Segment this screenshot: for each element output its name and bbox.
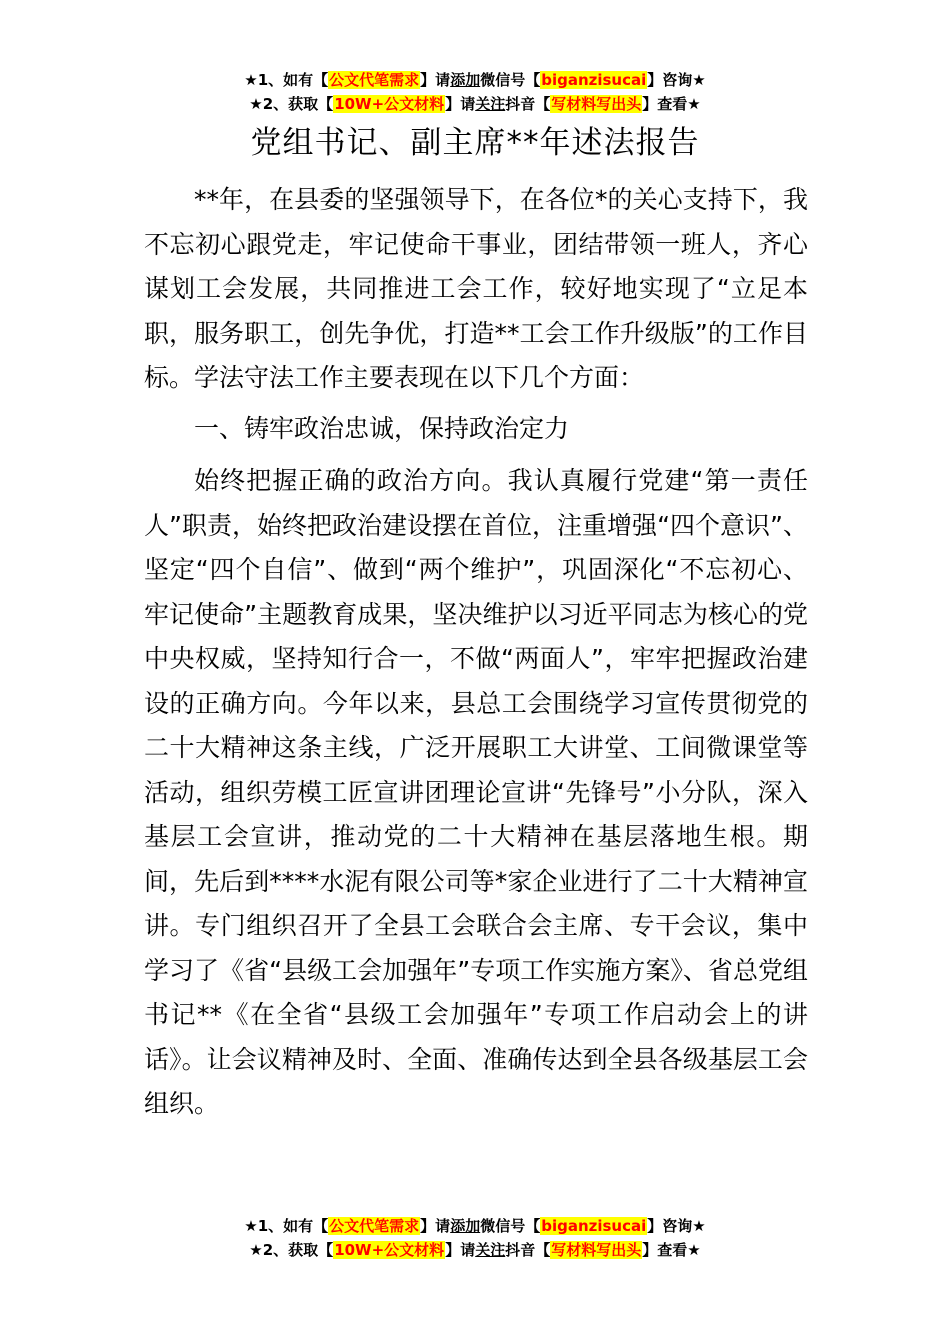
promo-underlined: 关注 xyxy=(475,95,506,113)
document-title: 党组书记、副主席**年述法报告 xyxy=(250,125,700,161)
document-body xyxy=(144,178,808,1127)
promo-text: ★2、获取【 xyxy=(249,95,334,113)
promo-line-2 xyxy=(0,92,950,116)
promo-underlined: 添加 xyxy=(450,1217,481,1235)
promo-text: ★1、如有【 xyxy=(244,71,329,89)
promo-text: 】咨询★ xyxy=(647,71,706,89)
promo-text: ★1、如有【 xyxy=(244,1217,329,1235)
promo-underlined: 添加 xyxy=(450,71,481,89)
promo-text: 】请 xyxy=(420,71,451,89)
promo-wechat-id: biganzisucai xyxy=(541,71,647,89)
header-promo-banner xyxy=(0,68,950,116)
promo-text: 微信号【 xyxy=(480,1217,541,1235)
body-paragraph-intro: **年，在县委的坚强领导下，在各位*的关心支持下，我不忘初心跟党走，牢记使命干事业，团结带领一班人，齐心谋划工会发展，共同推进工会工作，较好地实现了“立足本职，服务职工，创先争优，打造**工会工作升级版”的工作目标。学法守法工作主要表现在以下几个方面： xyxy=(144,185,808,392)
promo-text: 】查看★ xyxy=(642,1241,701,1259)
promo-text: ★2、获取【 xyxy=(249,1241,334,1259)
promo-text: 】请 xyxy=(420,1217,451,1235)
promo-text: 微信号【 xyxy=(480,71,541,89)
promo-text: 】咨询★ xyxy=(647,1217,706,1235)
promo-text: 】请 xyxy=(445,95,476,113)
promo-text: 抖音【 xyxy=(505,95,551,113)
promo-highlight: 10W+公文材料 xyxy=(334,95,445,113)
promo-text: 】请 xyxy=(445,1241,476,1259)
promo-line-2 xyxy=(0,1238,950,1262)
promo-highlight: 公文代笔需求 xyxy=(329,1217,420,1235)
promo-text: 】查看★ xyxy=(642,95,701,113)
promo-text: 抖音【 xyxy=(505,1241,551,1259)
promo-wechat-id: biganzisucai xyxy=(541,1217,647,1235)
promo-douyin-id: 写材料写出头 xyxy=(551,1241,642,1259)
promo-underlined: 关注 xyxy=(475,1241,506,1259)
body-paragraph-section-1: 始终把握正确的政治方向。我认真履行党建“第一责任人”职责，始终把政治建设摆在首位，注重增强“四个意识”、坚定“四个自信”、做到“两个维护”，巩固深化“不忘初心、牢记使命”主题教育成果，坚决维护以习近平同志为核心的党中央权威，坚持知行合一，不做“两面人”，牢牢把握政治建设的正确方向。今年以来，县总工会围绕学习宣传贯彻党的二十大精神这条主线，广泛开展职工大讲堂、工间微课堂等活动，组织劳模工匠宣讲团理论宣讲“先锋号”小分队，深入基层工会宣讲，推动党的二十大精神在基层落地生根。期间，先后到****水泥有限公司等*家企业进行了二十大精神宣讲。专门组织召开了全县工会联合会主席、专干会议，集中学习了《省“县级工会加强年”专项工作实施方案》、省总党组书记**《在全省“县级工会加强年”专项工作启动会上的讲话》。让会议精神及时、全面、准确传达到全县各级基层工会组织。 xyxy=(144,466,808,1118)
promo-highlight: 10W+公文材料 xyxy=(334,1241,445,1259)
promo-line-1 xyxy=(0,1214,950,1238)
promo-highlight: 公文代笔需求 xyxy=(329,71,420,89)
footer-promo-banner xyxy=(0,1214,950,1262)
section-heading-1: 一、铸牢政治忠诚，保持政治定力 xyxy=(194,413,570,443)
promo-line-1 xyxy=(0,68,950,92)
promo-douyin-id: 写材料写出头 xyxy=(551,95,642,113)
